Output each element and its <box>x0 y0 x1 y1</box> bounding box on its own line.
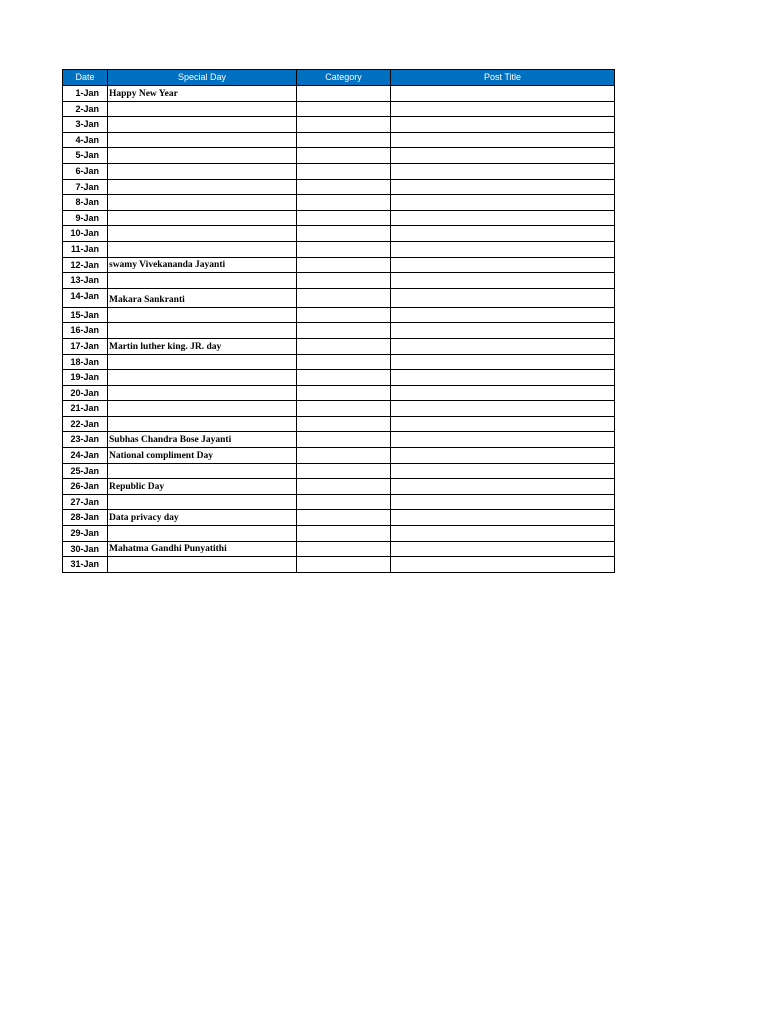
special-day-cell[interactable]: Martin luther king. JR. day <box>108 338 297 354</box>
category-cell[interactable] <box>297 448 391 464</box>
table-row <box>63 448 615 464</box>
post-title-cell[interactable] <box>391 195 615 211</box>
category-cell[interactable] <box>297 416 391 432</box>
header-date: Date <box>63 70 108 86</box>
date-cell[interactable]: 6-Jan <box>63 163 108 179</box>
table-row <box>63 416 615 432</box>
post-title-cell[interactable] <box>391 132 615 148</box>
table-row <box>63 288 615 307</box>
table-row <box>63 510 615 526</box>
special-day-cell[interactable] <box>108 132 297 148</box>
post-title-cell[interactable] <box>391 338 615 354</box>
table-row <box>63 338 615 354</box>
date-cell[interactable]: 14-Jan <box>63 288 108 307</box>
table-row <box>63 148 615 164</box>
date-cell[interactable]: 15-Jan <box>63 307 108 323</box>
special-day-cell[interactable] <box>108 210 297 226</box>
category-cell[interactable] <box>297 354 391 370</box>
date-cell[interactable]: 20-Jan <box>63 385 108 401</box>
category-cell[interactable] <box>297 338 391 354</box>
category-cell[interactable] <box>297 463 391 479</box>
special-day-cell[interactable] <box>108 401 297 417</box>
date-cell[interactable]: 30-Jan <box>63 541 108 557</box>
special-day-cell[interactable] <box>108 163 297 179</box>
post-title-cell[interactable] <box>391 241 615 257</box>
table-row <box>63 463 615 479</box>
special-day-cell[interactable] <box>108 323 297 339</box>
category-cell[interactable] <box>297 273 391 289</box>
post-title-cell[interactable] <box>391 288 615 307</box>
post-title-cell[interactable] <box>391 416 615 432</box>
category-cell[interactable] <box>297 241 391 257</box>
category-cell[interactable] <box>297 288 391 307</box>
table-row <box>63 273 615 289</box>
category-cell[interactable] <box>297 132 391 148</box>
special-day-cell[interactable] <box>108 101 297 117</box>
special-day-cell[interactable]: Mahatma Gandhi Punyatithi <box>108 541 297 557</box>
post-title-cell[interactable] <box>391 526 615 542</box>
table-row <box>63 370 615 386</box>
date-cell[interactable]: 29-Jan <box>63 526 108 542</box>
special-day-cell[interactable] <box>108 195 297 211</box>
category-cell[interactable] <box>297 526 391 542</box>
post-title-cell[interactable] <box>391 401 615 417</box>
table-row <box>63 432 615 448</box>
special-day-cell[interactable]: swamy Vivekananda Jayanti <box>108 257 297 273</box>
header-category: Category <box>297 70 391 86</box>
date-cell[interactable]: 7-Jan <box>63 179 108 195</box>
special-day-cell[interactable] <box>108 557 297 573</box>
table-row <box>63 195 615 211</box>
date-cell[interactable]: 9-Jan <box>63 210 108 226</box>
special-day-cell[interactable]: Subhas Chandra Bose Jayanti <box>108 432 297 448</box>
table-row <box>63 354 615 370</box>
post-title-cell[interactable] <box>391 541 615 557</box>
date-cell[interactable]: 28-Jan <box>63 510 108 526</box>
header-row <box>63 70 615 86</box>
post-title-cell[interactable] <box>391 257 615 273</box>
table-row <box>63 479 615 495</box>
category-cell[interactable] <box>297 557 391 573</box>
table-row <box>63 163 615 179</box>
table-row <box>63 226 615 242</box>
post-title-cell[interactable] <box>391 117 615 133</box>
date-cell[interactable]: 16-Jan <box>63 323 108 339</box>
date-cell[interactable]: 8-Jan <box>63 195 108 211</box>
date-cell[interactable]: 18-Jan <box>63 354 108 370</box>
category-cell[interactable] <box>297 210 391 226</box>
category-cell[interactable] <box>297 148 391 164</box>
date-cell[interactable]: 23-Jan <box>63 432 108 448</box>
post-title-cell[interactable] <box>391 354 615 370</box>
date-cell[interactable]: 22-Jan <box>63 416 108 432</box>
date-cell[interactable]: 1-Jan <box>63 86 108 102</box>
post-title-cell[interactable] <box>391 557 615 573</box>
date-cell[interactable]: 26-Jan <box>63 479 108 495</box>
post-title-cell[interactable] <box>391 385 615 401</box>
special-day-cell[interactable] <box>108 241 297 257</box>
table-row <box>63 210 615 226</box>
special-day-cell[interactable] <box>108 354 297 370</box>
post-title-cell[interactable] <box>391 226 615 242</box>
table-row <box>63 86 615 102</box>
special-day-cell[interactable] <box>108 370 297 386</box>
post-title-cell[interactable] <box>391 307 615 323</box>
date-cell[interactable]: 2-Jan <box>63 101 108 117</box>
special-day-cell[interactable] <box>108 307 297 323</box>
table-row <box>63 526 615 542</box>
category-cell[interactable] <box>297 432 391 448</box>
category-cell[interactable] <box>297 195 391 211</box>
table-row <box>63 541 615 557</box>
category-cell[interactable] <box>297 163 391 179</box>
table-row <box>63 385 615 401</box>
table-row <box>63 179 615 195</box>
category-cell[interactable] <box>297 86 391 102</box>
date-cell[interactable]: 4-Jan <box>63 132 108 148</box>
post-title-cell[interactable] <box>391 323 615 339</box>
date-cell[interactable]: 5-Jan <box>63 148 108 164</box>
special-day-cell[interactable] <box>108 494 297 510</box>
category-cell[interactable] <box>297 323 391 339</box>
special-day-cell[interactable]: Makara Sankranti <box>108 288 297 307</box>
post-title-cell[interactable] <box>391 494 615 510</box>
category-cell[interactable] <box>297 370 391 386</box>
post-title-cell[interactable] <box>391 148 615 164</box>
header-special-day: Special Day <box>108 70 297 86</box>
post-title-cell[interactable] <box>391 273 615 289</box>
date-cell[interactable]: 27-Jan <box>63 494 108 510</box>
date-cell[interactable]: 10-Jan <box>63 226 108 242</box>
post-title-cell[interactable] <box>391 432 615 448</box>
category-cell[interactable] <box>297 479 391 495</box>
category-cell[interactable] <box>297 101 391 117</box>
category-cell[interactable] <box>297 226 391 242</box>
table-row <box>63 307 615 323</box>
category-cell[interactable] <box>297 307 391 323</box>
special-day-cell[interactable] <box>108 179 297 195</box>
table-row <box>63 557 615 573</box>
table-row <box>63 101 615 117</box>
special-day-cell[interactable] <box>108 385 297 401</box>
category-cell[interactable] <box>297 257 391 273</box>
table-row <box>63 494 615 510</box>
post-title-cell[interactable] <box>391 179 615 195</box>
post-title-cell[interactable] <box>391 210 615 226</box>
post-title-cell[interactable] <box>391 370 615 386</box>
date-cell[interactable]: 19-Jan <box>63 370 108 386</box>
table-row <box>63 241 615 257</box>
category-cell[interactable] <box>297 494 391 510</box>
post-title-cell[interactable] <box>391 86 615 102</box>
header-post-title: Post Title <box>391 70 615 86</box>
post-title-cell[interactable] <box>391 448 615 464</box>
special-day-cell[interactable] <box>108 226 297 242</box>
special-day-cell[interactable]: Happy New Year <box>108 86 297 102</box>
date-cell[interactable]: 13-Jan <box>63 273 108 289</box>
post-title-cell[interactable] <box>391 479 615 495</box>
table-body <box>63 86 615 573</box>
special-day-cell[interactable] <box>108 526 297 542</box>
special-day-cell[interactable]: Data privacy day <box>108 510 297 526</box>
date-cell[interactable]: 31-Jan <box>63 557 108 573</box>
special-day-cell[interactable]: National compliment Day <box>108 448 297 464</box>
calendar-table <box>62 69 615 573</box>
date-cell[interactable]: 21-Jan <box>63 401 108 417</box>
date-cell[interactable]: 11-Jan <box>63 241 108 257</box>
post-title-cell[interactable] <box>391 101 615 117</box>
category-cell[interactable] <box>297 117 391 133</box>
date-cell[interactable]: 3-Jan <box>63 117 108 133</box>
special-day-cell[interactable] <box>108 117 297 133</box>
date-cell[interactable]: 17-Jan <box>63 338 108 354</box>
date-cell[interactable]: 25-Jan <box>63 463 108 479</box>
table-row <box>63 323 615 339</box>
special-day-cell[interactable] <box>108 416 297 432</box>
category-cell[interactable] <box>297 385 391 401</box>
category-cell[interactable] <box>297 179 391 195</box>
category-cell[interactable] <box>297 510 391 526</box>
date-cell[interactable]: 24-Jan <box>63 448 108 464</box>
special-day-cell[interactable] <box>108 463 297 479</box>
post-title-cell[interactable] <box>391 463 615 479</box>
category-cell[interactable] <box>297 541 391 557</box>
table-row <box>63 117 615 133</box>
table-row <box>63 401 615 417</box>
post-title-cell[interactable] <box>391 163 615 179</box>
date-cell[interactable]: 12-Jan <box>63 257 108 273</box>
special-day-cell[interactable]: Republic Day <box>108 479 297 495</box>
post-title-cell[interactable] <box>391 510 615 526</box>
special-day-cell[interactable] <box>108 273 297 289</box>
table-row <box>63 132 615 148</box>
table-row <box>63 257 615 273</box>
special-day-cell[interactable] <box>108 148 297 164</box>
category-cell[interactable] <box>297 401 391 417</box>
